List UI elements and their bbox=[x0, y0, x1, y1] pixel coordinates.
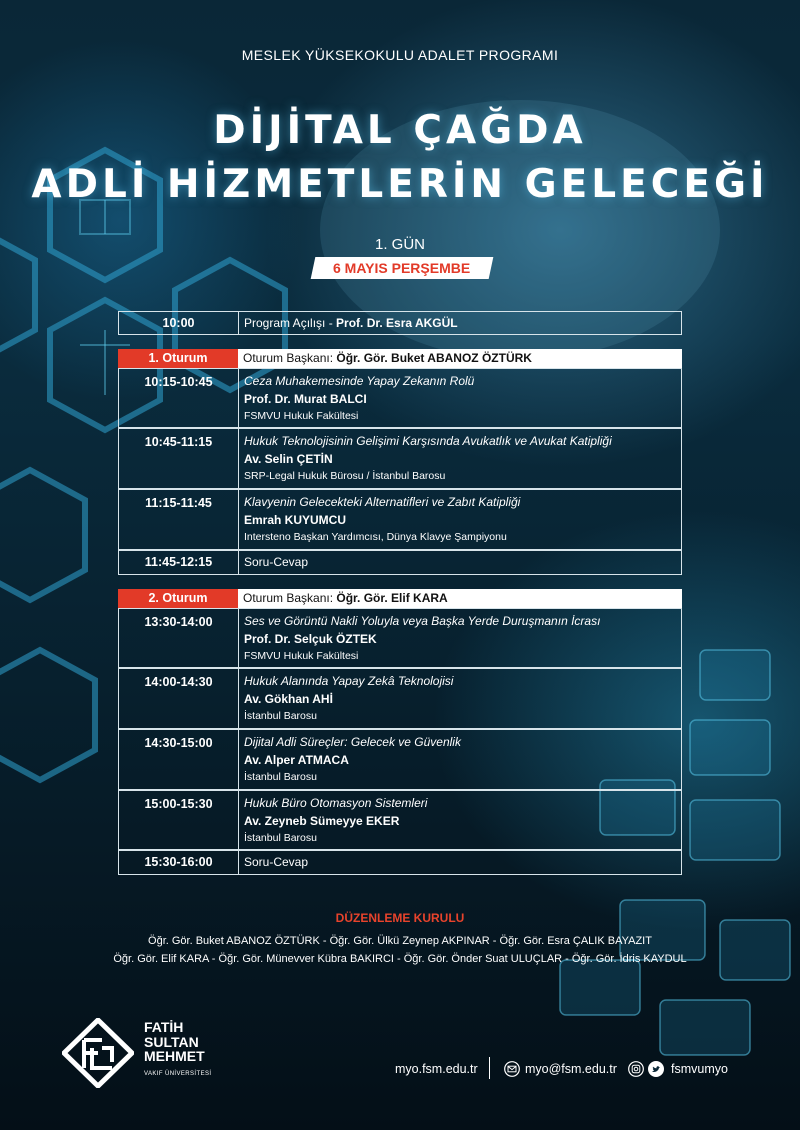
schedule-row bbox=[118, 550, 682, 575]
day-label: 1. GÜN bbox=[374, 236, 425, 253]
opening-text: Program Açılışı - bbox=[244, 316, 337, 330]
speaker-affiliation: İstanbul Barosu bbox=[244, 710, 317, 722]
row-time: 10:15-10:45 bbox=[119, 369, 239, 427]
logo-wordmark bbox=[144, 1020, 205, 1064]
session1-header bbox=[118, 349, 682, 368]
row-desc: Soru-Cevap bbox=[244, 555, 309, 569]
row-time: 11:15-11:45 bbox=[119, 490, 239, 549]
schedule-row bbox=[118, 428, 682, 489]
speaker-affiliation: FSMVU Hukuk Fakültesi bbox=[244, 410, 359, 422]
row-time: 10:45-11:15 bbox=[119, 429, 239, 488]
opening-desc bbox=[244, 315, 677, 333]
speaker-name: Prof. Dr. Murat BALCI bbox=[244, 391, 367, 406]
website-link[interactable]: myo.fsm.edu.tr bbox=[395, 1062, 478, 1076]
speaker-name: Av. Zeyneb Sümeyye EKER bbox=[244, 813, 400, 828]
row-time: 14:30-15:00 bbox=[119, 730, 239, 789]
fsm-emblem-icon bbox=[62, 1018, 134, 1088]
speaker-affiliation: FSMVU Hukuk Fakültesi bbox=[244, 650, 359, 662]
schedule-row bbox=[118, 790, 682, 850]
session1-chair bbox=[238, 349, 682, 368]
row-desc bbox=[244, 613, 677, 666]
speaker-name: Av. Gökhan AHİ bbox=[244, 691, 333, 706]
committee-title: DÜZENLEME KURULU bbox=[335, 911, 465, 925]
session2-chair-prefix: Oturum Başkanı: bbox=[243, 591, 337, 605]
talk-title: Hukuk Alanında Yapay Zekâ Teknolojisi bbox=[244, 674, 454, 688]
footer-divider bbox=[489, 1057, 490, 1079]
row-desc: Soru-Cevap bbox=[244, 855, 309, 869]
mail-icon bbox=[504, 1061, 520, 1077]
talk-title: Hukuk Teknolojisinin Gelişimi Karşısında Avukatlık ve Avukat Katipliği bbox=[244, 434, 612, 448]
row-desc bbox=[244, 795, 677, 848]
session1-chair-name: Öğr. Gör. Buket ABANOZ ÖZTÜRK bbox=[336, 351, 532, 365]
schedule-row bbox=[118, 489, 682, 550]
opening-row bbox=[118, 311, 682, 335]
session2-header bbox=[118, 589, 682, 608]
schedule-row bbox=[118, 729, 682, 790]
session1-badge: 1. Oturum bbox=[118, 349, 238, 368]
schedule-row bbox=[118, 850, 682, 875]
instagram-icon[interactable] bbox=[628, 1061, 644, 1077]
session2-chair bbox=[238, 589, 682, 608]
session2-chair-name: Öğr. Gör. Elif KARA bbox=[336, 591, 448, 605]
schedule-row bbox=[118, 368, 682, 428]
date-badge bbox=[311, 257, 494, 279]
talk-title: Ceza Muhakemesinde Yapay Zekanın Rolü bbox=[244, 374, 475, 388]
row-desc bbox=[244, 373, 677, 426]
schedule-row bbox=[118, 608, 682, 668]
talk-title: Ses ve Görüntü Nakli Yoluyla veya Başka Yerde Duruşmanın İcrası bbox=[244, 614, 601, 628]
committee-members-line2: Öğr. Gör. Elif KARA - Öğr. Gör. Münevver Kübra BAKIRCI - Öğr. Gör. Önder Suat ULUÇLAR - Öğr. Gör. İdris KAYDUL bbox=[113, 953, 687, 965]
speaker-name: Prof. Dr. Selçuk ÖZTEK bbox=[244, 631, 377, 646]
row-desc bbox=[244, 673, 677, 726]
row-time: 14:00-14:30 bbox=[119, 669, 239, 728]
row-time: 11:45-12:15 bbox=[119, 551, 239, 574]
row-time: 15:00-15:30 bbox=[119, 791, 239, 849]
event-title-line1: DİJİTAL ÇAĞDA bbox=[213, 108, 587, 153]
speaker-affiliation: SRP-Legal Hukuk Bürosu / İstanbul Barosu bbox=[244, 470, 446, 482]
social-handle[interactable]: fsmvumyo bbox=[671, 1062, 728, 1076]
schedule-row bbox=[118, 668, 682, 729]
session1-chair-prefix: Oturum Başkanı: bbox=[243, 351, 337, 365]
row-desc bbox=[244, 734, 677, 787]
row-desc bbox=[244, 433, 677, 486]
talk-title: Hukuk Büro Otomasyon Sistemleri bbox=[244, 796, 428, 810]
opening-time: 10:00 bbox=[119, 312, 239, 334]
date-text: 6 MAYIS PERŞEMBE bbox=[333, 260, 471, 276]
program-subtitle: MESLEK YÜKSEKOKULU ADALET PROGRAMI bbox=[241, 47, 559, 63]
twitter-icon[interactable] bbox=[648, 1061, 664, 1077]
speaker-affiliation: İstanbul Barosu bbox=[244, 771, 317, 783]
logo-line2: SULTAN bbox=[144, 1033, 199, 1050]
logo-line3: MEHMET bbox=[144, 1048, 205, 1064]
committee-members-line1: Öğr. Gör. Buket ABANOZ ÖZTÜRK - Öğr. Gör. Ülkü Zeynep AKPINAR - Öğr. Gör. Esra ÇALIK BAYAZIT bbox=[148, 935, 652, 947]
speaker-affiliation: İstanbul Barosu bbox=[244, 832, 317, 844]
logo-subtitle: VAKIF ÜNİVERSİTESİ bbox=[144, 1071, 212, 1077]
talk-title: Dijital Adli Süreçler: Gelecek ve Güvenlik bbox=[244, 735, 461, 749]
row-desc bbox=[244, 494, 677, 547]
session2-badge: 2. Oturum bbox=[118, 589, 238, 608]
logo-line1: FATİH bbox=[144, 1019, 184, 1035]
speaker-affiliation: Intersteno Başkan Yardımcısı, Dünya Klavye Şampiyonu bbox=[244, 531, 507, 543]
row-time: 15:30-16:00 bbox=[119, 851, 239, 874]
speaker-name: Av. Alper ATMACA bbox=[244, 752, 349, 767]
speaker-name: Av. Selin ÇETİN bbox=[244, 451, 333, 466]
talk-title: Klavyenin Gelecekteki Alternatifleri ve Zabıt Katipliği bbox=[244, 495, 521, 509]
opening-person: Prof. Dr. Esra AKGÜL bbox=[336, 316, 458, 330]
university-logo bbox=[62, 1018, 322, 1088]
row-time: 13:30-14:00 bbox=[119, 609, 239, 667]
email-link[interactable]: myo@fsm.edu.tr bbox=[525, 1062, 617, 1076]
event-title-line2: ADLİ HİZMETLERİN GELECEĞİ bbox=[31, 162, 769, 207]
speaker-name: Emrah KUYUMCU bbox=[244, 512, 347, 527]
